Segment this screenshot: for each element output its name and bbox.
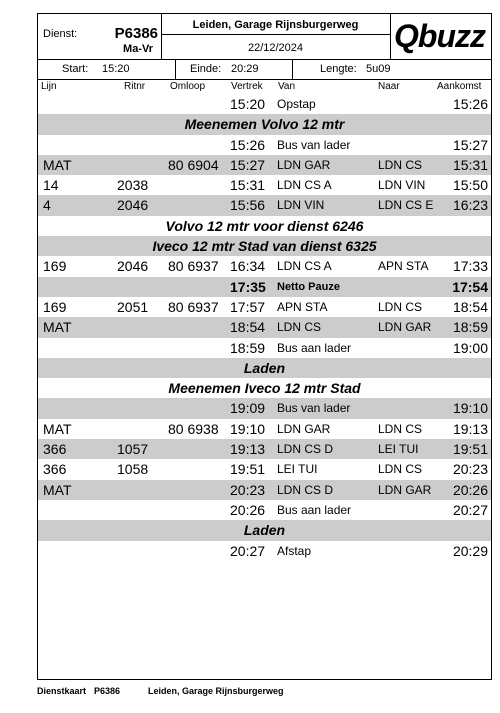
section-title-row (38, 114, 491, 134)
cell-van: Netto Pauze (277, 280, 340, 293)
cell-ritnr: 2046 (117, 258, 149, 275)
einde-label: Einde: (190, 63, 222, 75)
trip-row (38, 398, 491, 418)
einde-time: 20:29 (231, 63, 259, 75)
cell-van: Bus van lader (277, 401, 351, 416)
header-location-cell (161, 14, 391, 59)
start-label: Start: (62, 63, 89, 75)
trip-row (38, 135, 491, 155)
lengte-label: Lengte: (320, 63, 357, 75)
cell-van: Bus van lader (277, 137, 351, 152)
cell-naar: LDN CS (378, 299, 423, 314)
cell-lijn: 169 (43, 258, 67, 275)
start-time: 15:20 (102, 63, 130, 75)
cell-vertrek: 15:31 (230, 177, 266, 194)
cell-lijn: MAT (43, 481, 72, 498)
cell-ritnr: 1058 (117, 461, 149, 478)
cell-aankomst: 15:26 (452, 96, 488, 112)
cell-van: LDN CS D (277, 442, 334, 457)
trip-row (38, 541, 491, 561)
cell-van: Bus aan lader (277, 502, 352, 517)
section-title-row (38, 378, 491, 398)
trip-row (38, 317, 491, 337)
cell-vertrek: 19:13 (230, 441, 266, 458)
cell-vertrek: 17:35 (230, 278, 266, 295)
cell-naar: LDN GAR (378, 320, 432, 335)
schedule-rows (38, 94, 491, 561)
section-title: Laden (243, 522, 286, 539)
lengte-value: 5u09 (366, 63, 391, 75)
col-vertrek: Vertrek (231, 81, 263, 92)
cell-van: LDN GAR (277, 157, 331, 172)
date: 22/12/2024 (247, 42, 304, 54)
cell-naar: LDN CS (378, 421, 423, 436)
cell-van: Opstap (277, 97, 316, 111)
cell-aankomst: 18:59 (452, 319, 488, 336)
trip-row (38, 195, 491, 215)
trip-row (38, 439, 491, 459)
col-naar: Naar (378, 81, 400, 92)
cell-omloop: 80 6937 (168, 258, 219, 275)
cell-van: Afstap (277, 543, 312, 558)
col-ritnr: Ritnr (124, 81, 146, 92)
cell-vertrek: 20:26 (230, 501, 266, 518)
footer-dienst-number: P6386 (94, 686, 121, 696)
cell-vertrek: 20:23 (230, 481, 266, 498)
trip-row (38, 297, 491, 317)
cell-ritnr: 2038 (117, 177, 149, 194)
times-bar (38, 59, 491, 80)
cell-vertrek: 18:59 (230, 339, 266, 356)
cell-vertrek: 19:10 (230, 420, 266, 437)
cell-naar: LEI TUI (378, 442, 419, 457)
cell-aankomst: 17:54 (452, 278, 488, 295)
cell-lijn: 366 (43, 461, 67, 478)
cell-vertrek: 15:20 (230, 96, 266, 112)
cell-omloop: 80 6938 (168, 420, 219, 437)
trip-row (38, 500, 491, 520)
cell-aankomst: 20:23 (452, 461, 488, 478)
dienstkaart-sheet (37, 13, 492, 680)
dienst-label: Dienst: (43, 28, 78, 40)
trip-row (38, 155, 491, 175)
cell-aankomst: 18:54 (452, 298, 488, 315)
cell-vertrek: 17:57 (230, 298, 266, 315)
cell-lijn: MAT (43, 156, 72, 173)
cell-naar: APN STA (378, 259, 429, 274)
cell-aankomst: 15:27 (452, 136, 488, 153)
trip-row (38, 419, 491, 439)
cell-ritnr: 1057 (117, 441, 149, 458)
cell-ritnr: 2046 (117, 197, 149, 214)
section-title-row (38, 520, 491, 540)
cell-vertrek: 20:27 (230, 542, 266, 559)
cell-van: LDN VIN (277, 198, 325, 213)
cell-aankomst: 15:50 (452, 177, 488, 194)
cell-van: LDN CS A (277, 178, 332, 193)
cell-lijn: 169 (43, 298, 67, 315)
section-title: Iveco 12 mtr Stad van dienst 6325 (152, 238, 377, 255)
location-name: Leiden, Garage Rijnsburgerweg (192, 19, 359, 31)
cell-aankomst: 17:33 (452, 258, 488, 275)
cell-aankomst: 20:29 (452, 542, 488, 559)
col-omloop: Omloop (170, 81, 206, 92)
section-title-row (38, 236, 491, 256)
trip-row (38, 94, 491, 114)
dienst-number: P6386 (114, 25, 158, 42)
cell-vertrek: 16:34 (230, 258, 266, 275)
section-title: Laden (243, 359, 286, 376)
cell-aankomst: 19:13 (452, 420, 488, 437)
header-dienst-cell (38, 14, 162, 59)
qbuzz-logo: Qbuzz (394, 18, 485, 54)
trip-row (38, 256, 491, 276)
cell-lijn: 4 (43, 197, 51, 214)
cell-lijn: 14 (43, 177, 59, 194)
section-title: Volvo 12 mtr voor dienst 6246 (165, 217, 364, 234)
section-title-row (38, 358, 491, 378)
cell-aankomst: 20:27 (452, 501, 488, 518)
cell-van: LDN CS (277, 320, 322, 335)
cell-lijn: MAT (43, 319, 72, 336)
col-lijn: Lijn (41, 81, 57, 92)
cell-naar: LDN VIN (378, 178, 426, 193)
header (38, 14, 491, 60)
cell-van: LEI TUI (277, 462, 318, 477)
cell-vertrek: 15:27 (230, 156, 266, 173)
cell-van: APN STA (277, 299, 328, 314)
footer-location: Leiden, Garage Rijnsburgerweg (148, 686, 284, 696)
col-aankomst: Aankomst (437, 81, 482, 92)
cell-van: LDN GAR (277, 421, 331, 436)
section-title: Meenemen Iveco 12 mtr Stad (168, 380, 361, 397)
cell-naar: LDN CS (378, 157, 423, 172)
cell-aankomst: 19:00 (452, 339, 488, 356)
pause-row (38, 277, 491, 297)
cell-van: LDN CS A (277, 259, 332, 274)
cell-naar: LDN CS (378, 462, 423, 477)
trip-row (38, 480, 491, 500)
cell-ritnr: 2051 (117, 298, 149, 315)
cell-vertrek: 19:51 (230, 461, 266, 478)
cell-omloop: 80 6937 (168, 298, 219, 315)
col-van: Van (278, 81, 296, 92)
cell-vertrek: 15:26 (230, 136, 266, 153)
cell-lijn: 366 (43, 441, 67, 458)
cell-naar: LDN GAR (378, 482, 432, 497)
cell-vertrek: 19:09 (230, 400, 266, 417)
cell-aankomst: 20:26 (452, 481, 488, 498)
cell-lijn: MAT (43, 420, 72, 437)
times-divider (175, 59, 176, 79)
cell-aankomst: 19:10 (452, 400, 488, 417)
section-title-row (38, 216, 491, 236)
cell-aankomst: 15:31 (452, 156, 488, 173)
times-divider (292, 59, 293, 79)
cell-van: LDN CS D (277, 482, 334, 497)
header-divider (161, 34, 390, 35)
cell-aankomst: 19:51 (452, 441, 488, 458)
cell-van: Bus aan lader (277, 340, 352, 355)
column-header (38, 80, 491, 94)
footer-label: Dienstkaart (37, 686, 87, 696)
dienst-days: Ma-Vr (123, 43, 153, 55)
cell-aankomst: 16:23 (452, 197, 488, 214)
trip-row (38, 338, 491, 358)
cell-naar: LDN CS E (378, 198, 434, 213)
trip-row (38, 175, 491, 195)
section-title: Meenemen Volvo 12 mtr (184, 116, 345, 133)
cell-vertrek: 15:56 (230, 197, 266, 214)
trip-row (38, 459, 491, 479)
cell-omloop: 80 6904 (168, 156, 219, 173)
cell-vertrek: 18:54 (230, 319, 266, 336)
